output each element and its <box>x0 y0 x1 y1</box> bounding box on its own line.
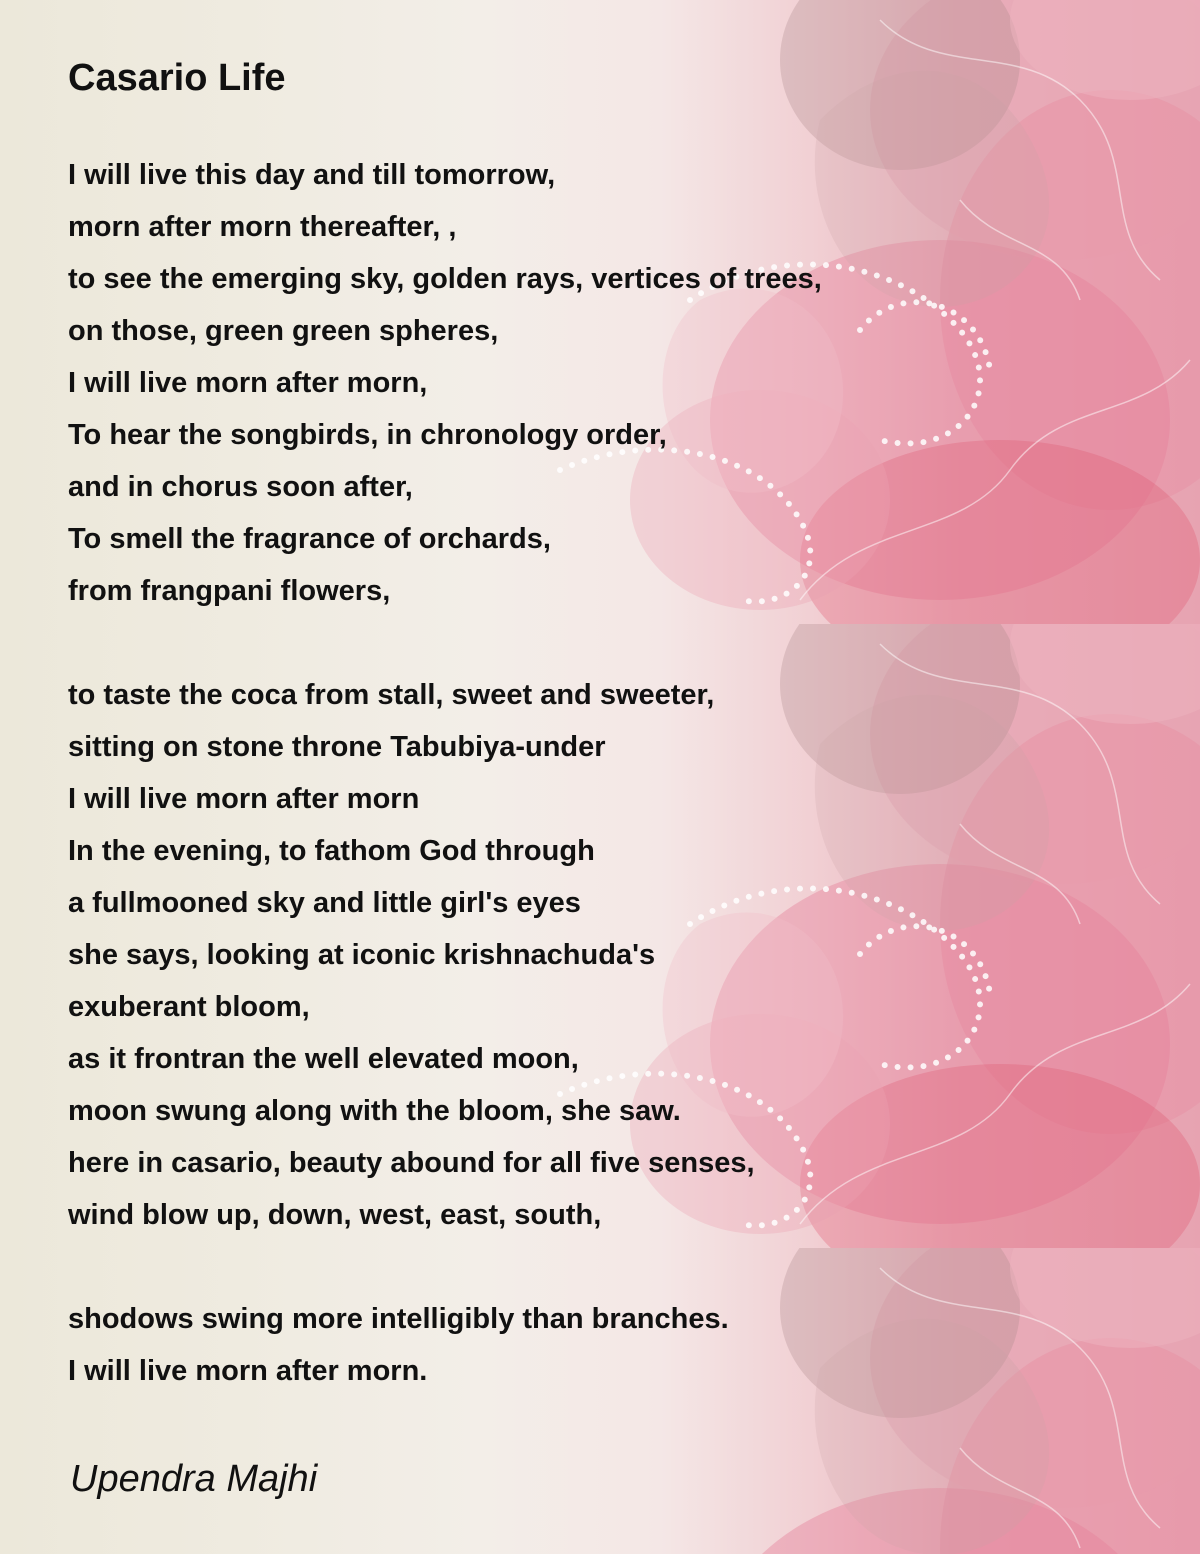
poem-line: from frangpani flowers, <box>68 575 391 607</box>
poem-line: exuberant bloom, <box>68 991 310 1023</box>
poem-line: wind blow up, down, west, east, south, <box>68 1199 602 1231</box>
poem-line: To smell the fragrance of orchards, <box>68 523 551 555</box>
poem-line: moon swung along with the bloom, she saw. <box>68 1095 681 1127</box>
poem-line: and in chorus soon after, <box>68 471 413 503</box>
poem-line: she says, looking at iconic krishnachuda's <box>68 939 656 971</box>
poem-line: I will live this day and till tomorrow, <box>68 159 556 191</box>
poem-line: here in casario, beauty abound for all five senses, <box>68 1147 755 1179</box>
poem-author: Upendra Majhi <box>70 1458 318 1500</box>
poem-line: on those, green green spheres, <box>68 315 499 347</box>
poem-line: as it frontran the well elevated moon, <box>68 1043 579 1075</box>
poem-line: shodows swing more intelligibly than branches. <box>68 1303 729 1335</box>
poem-line: In the evening, to fathom God through <box>68 835 595 867</box>
poem-stanza-2 <box>68 669 755 1241</box>
poem-line: to taste the coca from stall, sweet and sweeter, <box>68 679 715 711</box>
poem-line: a fullmooned sky and little girl's eyes <box>68 887 581 919</box>
poem-stanza-3 <box>68 1293 729 1397</box>
poem-title: Casario Life <box>68 57 286 99</box>
poem-line: I will live morn after morn <box>68 783 420 815</box>
poem-line: I will live morn after morn. <box>68 1355 428 1387</box>
poem-stanza-1 <box>68 149 822 617</box>
poem-line: to see the emerging sky, golden rays, vertices of trees, <box>68 263 822 295</box>
poem-line: sitting on stone throne Tabubiya-under <box>68 731 606 763</box>
poem-line: I will live morn after morn, <box>68 367 428 399</box>
poem-line: To hear the songbirds, in chronology order, <box>68 419 667 451</box>
poem-line: morn after morn thereafter, , <box>68 211 457 243</box>
